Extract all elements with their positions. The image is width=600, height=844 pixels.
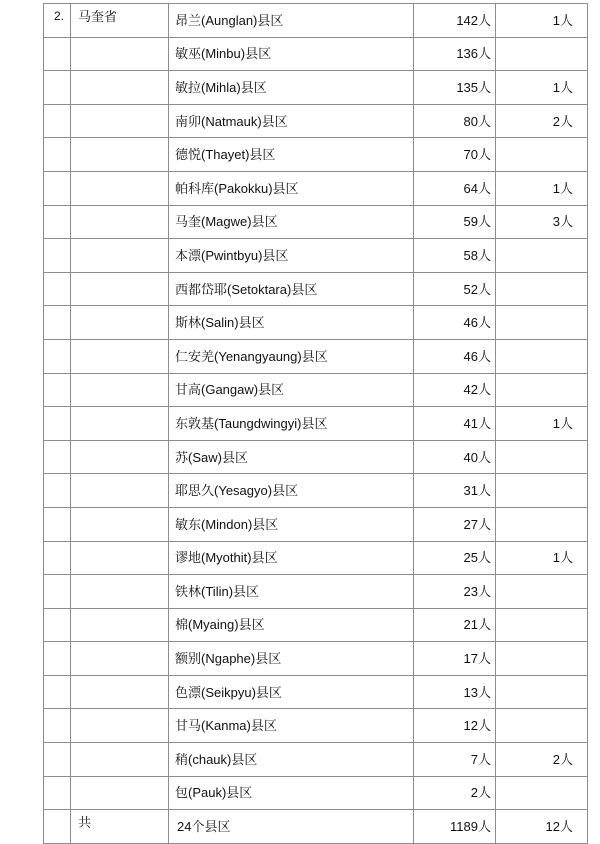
- table-row: [44, 608, 588, 642]
- section-index-cell: [44, 474, 71, 508]
- total-extra-cell: 12人: [496, 810, 588, 844]
- total-row: [44, 810, 588, 844]
- count-cell: 27人: [414, 507, 496, 541]
- count-cell: 52人: [414, 272, 496, 306]
- extra-count-cell: [496, 575, 588, 609]
- province-cell: [71, 239, 169, 273]
- count-cell: 135人: [414, 71, 496, 105]
- district-name-cell: 仁安羌(Yenangyaung)县区: [169, 339, 414, 373]
- section-index-cell: [44, 709, 71, 743]
- section-index-cell: [44, 373, 71, 407]
- extra-count-cell: [496, 440, 588, 474]
- section-index-cell: [44, 138, 71, 172]
- extra-count-cell: [496, 306, 588, 340]
- extra-count-cell: [496, 373, 588, 407]
- table-row: [44, 104, 588, 138]
- extra-count-cell: [496, 675, 588, 709]
- province-cell: [71, 743, 169, 777]
- district-name-cell: 马奎(Magwe)县区: [169, 205, 414, 239]
- province-cell: [71, 171, 169, 205]
- table-row: [44, 171, 588, 205]
- count-cell: 12人: [414, 709, 496, 743]
- section-index-cell: [44, 507, 71, 541]
- district-name-cell: 谬地(Myothit)县区: [169, 541, 414, 575]
- table-row: [44, 474, 588, 508]
- district-table-body: [44, 4, 588, 844]
- table-row: [44, 138, 588, 172]
- table-row: [44, 71, 588, 105]
- count-cell: 58人: [414, 239, 496, 273]
- district-name-cell: 德悦(Thayet)县区: [169, 138, 414, 172]
- section-index-cell: [44, 205, 71, 239]
- province-cell: [71, 339, 169, 373]
- extra-count-cell: 1人: [496, 541, 588, 575]
- province-cell: 马奎省: [71, 4, 169, 38]
- count-cell: 70人: [414, 138, 496, 172]
- extra-count-cell: 1人: [496, 4, 588, 38]
- count-cell: 13人: [414, 675, 496, 709]
- extra-count-cell: 2人: [496, 743, 588, 777]
- district-name-cell: 甘高(Gangaw)县区: [169, 373, 414, 407]
- table-row: [44, 373, 588, 407]
- count-cell: 80人: [414, 104, 496, 138]
- count-cell: 46人: [414, 339, 496, 373]
- count-cell: 136人: [414, 37, 496, 71]
- count-cell: 2人: [414, 776, 496, 810]
- province-cell: [71, 71, 169, 105]
- count-cell: 59人: [414, 205, 496, 239]
- district-name-cell: 敏拉(Mihla)县区: [169, 71, 414, 105]
- count-cell: 40人: [414, 440, 496, 474]
- district-name-cell: 西都岱耶(Setoktara)县区: [169, 272, 414, 306]
- section-index-cell: [44, 339, 71, 373]
- district-table: [43, 3, 588, 844]
- table-row: [44, 575, 588, 609]
- province-cell: [71, 474, 169, 508]
- section-index-cell: [44, 642, 71, 676]
- section-index-cell: [44, 541, 71, 575]
- district-name-cell: 斯林(Salin)县区: [169, 306, 414, 340]
- district-name-cell: 昂兰(Aunglan)县区: [169, 4, 414, 38]
- total-index-cell: [44, 810, 71, 844]
- district-name-cell: 帕科库(Pakokku)县区: [169, 171, 414, 205]
- section-index-cell: [44, 608, 71, 642]
- count-cell: 17人: [414, 642, 496, 676]
- extra-count-cell: [496, 474, 588, 508]
- province-cell: [71, 709, 169, 743]
- province-cell: [71, 541, 169, 575]
- extra-count-cell: [496, 138, 588, 172]
- extra-count-cell: 1人: [496, 407, 588, 441]
- section-index-cell: [44, 776, 71, 810]
- table-row: [44, 239, 588, 273]
- extra-count-cell: [496, 776, 588, 810]
- table-row: [44, 541, 588, 575]
- district-name-cell: 额别(Ngaphe)县区: [169, 642, 414, 676]
- extra-count-cell: [496, 608, 588, 642]
- province-cell: [71, 608, 169, 642]
- province-cell: [71, 642, 169, 676]
- table-row: [44, 407, 588, 441]
- province-cell: [71, 138, 169, 172]
- count-cell: 42人: [414, 373, 496, 407]
- table-row: [44, 205, 588, 239]
- district-name-cell: 甘马(Kanma)县区: [169, 709, 414, 743]
- table-row: [44, 507, 588, 541]
- extra-count-cell: [496, 339, 588, 373]
- section-index-cell: [44, 239, 71, 273]
- section-index-cell: [44, 407, 71, 441]
- section-index-cell: [44, 272, 71, 306]
- province-cell: [71, 272, 169, 306]
- table-row: [44, 776, 588, 810]
- count-cell: 64人: [414, 171, 496, 205]
- count-cell: 142人: [414, 4, 496, 38]
- extra-count-cell: 3人: [496, 205, 588, 239]
- table-row: [44, 37, 588, 71]
- district-name-cell: 包(Pauk)县区: [169, 776, 414, 810]
- district-name-cell: 铁林(Tilin)县区: [169, 575, 414, 609]
- count-cell: 25人: [414, 541, 496, 575]
- section-index-cell: [44, 104, 71, 138]
- province-cell: [71, 104, 169, 138]
- table-row: [44, 709, 588, 743]
- count-cell: 7人: [414, 743, 496, 777]
- table-row: [44, 675, 588, 709]
- table-row: [44, 743, 588, 777]
- province-cell: [71, 507, 169, 541]
- section-index-cell: [44, 37, 71, 71]
- section-index-cell: [44, 675, 71, 709]
- count-cell: 23人: [414, 575, 496, 609]
- province-cell: [71, 37, 169, 71]
- table-row: [44, 272, 588, 306]
- district-name-cell: 耶思久(Yesagyo)县区: [169, 474, 414, 508]
- total-district-count-cell: 24个县区: [169, 810, 414, 844]
- extra-count-cell: [496, 272, 588, 306]
- province-cell: [71, 575, 169, 609]
- count-cell: 41人: [414, 407, 496, 441]
- district-name-cell: 敏巫(Minbu)县区: [169, 37, 414, 71]
- count-cell: 31人: [414, 474, 496, 508]
- extra-count-cell: 2人: [496, 104, 588, 138]
- district-name-cell: 棉(Myaing)县区: [169, 608, 414, 642]
- district-name-cell: 敏东(Mindon)县区: [169, 507, 414, 541]
- table-row: [44, 642, 588, 676]
- district-name-cell: 苏(Saw)县区: [169, 440, 414, 474]
- section-index-cell: [44, 743, 71, 777]
- section-index-cell: [44, 71, 71, 105]
- extra-count-cell: [496, 709, 588, 743]
- district-name-cell: 东敦基(Taungdwingyi)县区: [169, 407, 414, 441]
- extra-count-cell: [496, 239, 588, 273]
- province-cell: [71, 205, 169, 239]
- extra-count-cell: [496, 507, 588, 541]
- section-index-cell: [44, 440, 71, 474]
- district-name-cell: 色漂(Seikpyu)县区: [169, 675, 414, 709]
- table-row: [44, 440, 588, 474]
- extra-count-cell: [496, 37, 588, 71]
- section-index-cell: [44, 306, 71, 340]
- count-cell: 21人: [414, 608, 496, 642]
- table-row: [44, 339, 588, 373]
- table-row: [44, 306, 588, 340]
- extra-count-cell: [496, 642, 588, 676]
- province-cell: [71, 440, 169, 474]
- count-cell: 46人: [414, 306, 496, 340]
- total-count-cell: 1189人: [414, 810, 496, 844]
- district-name-cell: 稍(chauk)县区: [169, 743, 414, 777]
- province-cell: [71, 776, 169, 810]
- section-index-cell: [44, 171, 71, 205]
- table-row: [44, 4, 588, 38]
- province-cell: [71, 373, 169, 407]
- section-index-cell: 2.: [44, 4, 71, 38]
- province-cell: [71, 407, 169, 441]
- province-cell: [71, 306, 169, 340]
- extra-count-cell: 1人: [496, 71, 588, 105]
- district-name-cell: 本漂(Pwintbyu)县区: [169, 239, 414, 273]
- province-cell: [71, 675, 169, 709]
- extra-count-cell: 1人: [496, 171, 588, 205]
- section-index-cell: [44, 575, 71, 609]
- district-name-cell: 南卯(Natmauk)县区: [169, 104, 414, 138]
- total-label-cell: 共: [71, 810, 169, 844]
